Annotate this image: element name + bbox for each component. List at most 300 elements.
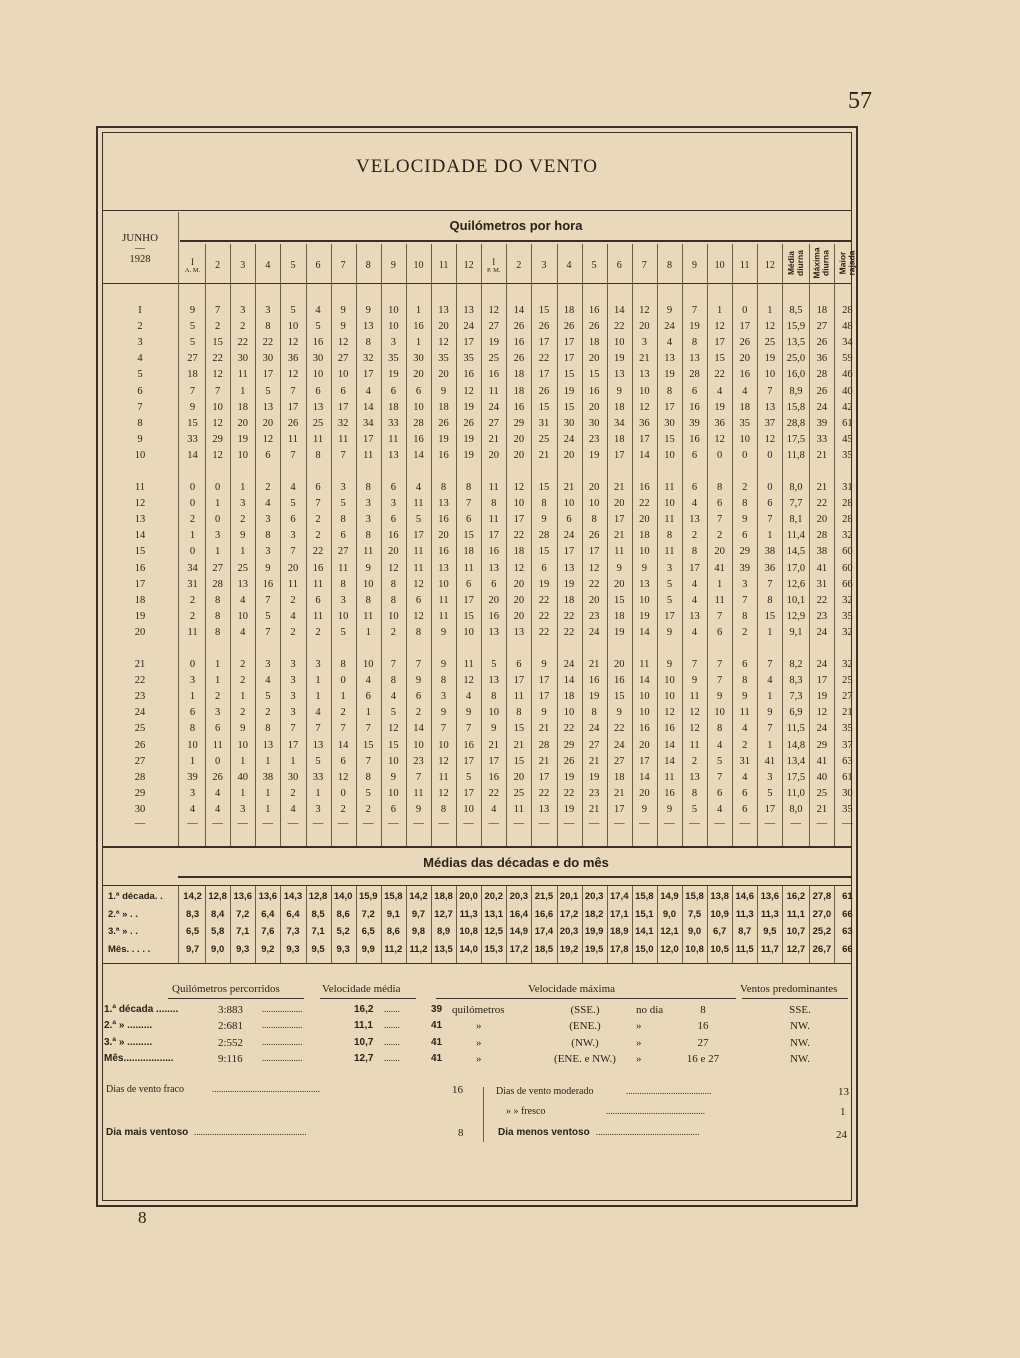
group-header: Quilómetros por hora <box>449 218 583 233</box>
day-cell: 36 <box>287 353 299 365</box>
day-cell: 25 <box>842 675 853 687</box>
decade-cell: 16,6 <box>534 908 554 920</box>
day-cell: 6 <box>340 755 346 767</box>
day-cell: 20 <box>438 369 449 381</box>
decade-cell: 12,1 <box>660 926 679 937</box>
day-cell: 17 <box>538 771 550 783</box>
day-cell: 3 <box>365 498 371 510</box>
day-cell: 0 <box>189 659 196 670</box>
day-cell: 21 <box>816 449 828 461</box>
decade-cell: 10,9 <box>710 908 729 920</box>
day-cell: 26 <box>816 337 828 349</box>
day-cell: 10 <box>639 707 650 719</box>
day-cell: 12 <box>337 337 349 349</box>
day-cell: 7 <box>717 610 723 622</box>
day-cell: 13 <box>488 626 499 638</box>
day-cell: 2 <box>340 803 346 815</box>
day-cell: 6 <box>340 530 346 542</box>
day-cell: 8 <box>215 610 221 622</box>
day-cell: 11 <box>664 482 675 493</box>
day-cell: 16 <box>488 771 499 783</box>
day-label: 19 <box>134 610 146 622</box>
day-cell: 18 <box>388 401 399 413</box>
decade-cell: 11,3 <box>735 908 754 920</box>
day-cell: 11 <box>388 433 399 445</box>
day-label: 28 <box>134 771 146 783</box>
day-cell: 17 <box>563 353 575 365</box>
decade-cell: 8,6 <box>336 908 350 920</box>
day-cell: 10 <box>237 449 248 461</box>
day-cell: 13 <box>362 321 374 333</box>
day-cell: 17 <box>563 546 575 558</box>
day-cell: 3 <box>290 530 296 542</box>
day-cell: 1 <box>240 546 246 558</box>
decade-label: 2.ª » . . <box>108 908 138 920</box>
day-cell: 15 <box>187 417 198 429</box>
day-cell: 9 <box>541 659 547 670</box>
day-label: 10 <box>134 449 146 461</box>
day-cell: 39 <box>689 417 700 429</box>
day-cell: 17 <box>689 562 700 574</box>
decade-cell: 14,3 <box>283 891 303 902</box>
hour-header: 4 <box>265 260 271 271</box>
day-cell: 17,5 <box>786 771 806 783</box>
day-cell: 30 <box>664 417 675 429</box>
day-cell: 34 <box>613 417 625 429</box>
day-cell: 19 <box>588 449 600 461</box>
day-cell: 15 <box>513 755 525 767</box>
dias-moderado-dots: ...................................... <box>626 1086 712 1096</box>
summary-dots: .................. <box>262 1004 303 1014</box>
day-cell: 25 <box>816 787 828 799</box>
day-cell: 29 <box>816 739 828 751</box>
day-cell: 13 <box>438 562 449 574</box>
day-cell: 5 <box>390 707 396 719</box>
hour-header: I <box>191 257 195 267</box>
day-cell: 10 <box>664 691 675 703</box>
day-cell: 7 <box>440 723 447 735</box>
day-cell: 16 <box>388 530 399 542</box>
decade-cell: 14,9 <box>509 926 529 937</box>
day-cell: 8 <box>365 530 371 542</box>
day-cell: 1 <box>265 787 271 799</box>
day-cell: 12 <box>388 562 399 574</box>
day-cell: 3 <box>390 337 396 349</box>
day-cell: 11 <box>413 562 424 574</box>
day-cell: 21 <box>613 482 625 493</box>
day-cell: 12 <box>664 707 675 719</box>
day-cell: 4 <box>491 803 497 815</box>
day-cell: 6 <box>390 482 396 493</box>
day-cell: 13 <box>488 675 499 687</box>
day-cell: 3 <box>189 675 196 687</box>
day-cell: 9 <box>440 626 447 638</box>
decade-cell: 19,9 <box>584 926 604 937</box>
day-cell: 7 <box>767 385 773 397</box>
day-cell: 8 <box>742 610 748 622</box>
day-cell: 20 <box>237 417 248 429</box>
summary-header-rule <box>742 998 848 999</box>
day-cell: 20 <box>613 498 625 510</box>
day-cell: 20 <box>816 514 828 526</box>
day-cell: 12 <box>438 337 449 349</box>
day-cell: 8 <box>666 530 673 542</box>
dash-cell: — <box>513 818 525 829</box>
day-cell: 15 <box>463 610 474 622</box>
day-cell: 1 <box>415 305 422 316</box>
day-cell: 27 <box>842 691 853 703</box>
day-cell: 14,5 <box>786 546 806 558</box>
day-cell: 2 <box>265 482 271 493</box>
decade-cell: 16,2 <box>786 891 806 902</box>
hour-header: 10 <box>714 260 725 271</box>
day-cell: 15,9 <box>786 321 806 333</box>
day-cell: 9 <box>767 707 773 719</box>
dias-fraco-dots: ................................................ <box>212 1084 320 1094</box>
day-cell: 9 <box>691 675 698 687</box>
summary-media: 16,2 <box>354 1004 374 1015</box>
summary-max: 41 <box>431 1020 443 1032</box>
hour-header: 2 <box>516 260 522 271</box>
day-cell: 25 <box>312 417 324 429</box>
day-cell: 9 <box>742 691 748 703</box>
day-cell: 13 <box>689 610 700 622</box>
day-cell: 1 <box>767 691 773 703</box>
day-cell: 6 <box>742 530 748 542</box>
day-cell: 22 <box>588 578 600 590</box>
day-cell: 6 <box>390 385 396 397</box>
day-cell: 39 <box>187 771 198 783</box>
day-cell: 21 <box>563 482 575 493</box>
day-cell: 18 <box>237 401 248 413</box>
day-cell: 19 <box>563 771 575 783</box>
day-cell: 60 <box>842 562 853 574</box>
decade-cell: 9,1 <box>386 908 400 920</box>
day-cell: 11 <box>664 771 675 783</box>
day-cell: 4 <box>290 610 296 622</box>
day-cell: 22 <box>212 353 223 365</box>
day-cell: 3 <box>290 707 296 719</box>
page-number: 57 <box>848 88 872 114</box>
day-cell: 11,8 <box>786 449 805 461</box>
day-cell: 6 <box>189 707 196 719</box>
day-cell: 22 <box>538 594 550 606</box>
day-label: 9 <box>137 433 143 445</box>
day-cell: 9 <box>641 803 647 815</box>
day-cell: 1 <box>189 691 196 703</box>
decade-cell: 8,6 <box>386 926 400 937</box>
summary-unit: » <box>476 1052 482 1065</box>
day-cell: 10 <box>388 787 399 799</box>
day-cell: 3 <box>240 498 246 510</box>
day-cell: 2 <box>365 803 371 815</box>
day-cell: 9 <box>415 675 422 687</box>
day-cell: 8 <box>666 385 673 397</box>
day-cell: 11 <box>664 546 675 558</box>
day-cell: 3 <box>290 675 296 687</box>
day-cell: 5 <box>315 321 321 333</box>
day-cell: 12 <box>212 369 223 381</box>
summary-header-maxima: Velocidade máxima <box>528 983 616 995</box>
day-label: 3 <box>137 337 143 349</box>
day-cell: 11 <box>287 433 298 445</box>
day-cell: 9 <box>616 707 622 719</box>
decade-cell: 15,8 <box>685 891 704 902</box>
day-cell: 10 <box>463 803 474 815</box>
day-cell: 1 <box>240 755 246 767</box>
day-cell: 6 <box>415 594 422 606</box>
day-cell: 10 <box>613 337 625 349</box>
month-label: JUNHO <box>121 232 159 244</box>
day-cell: 11,4 <box>786 530 805 542</box>
day-cell: 5 <box>365 787 371 799</box>
day-cell: 3 <box>265 659 271 670</box>
day-cell: 15 <box>613 691 625 703</box>
day-cell: 7 <box>290 385 296 397</box>
day-cell: 15 <box>463 530 474 542</box>
day-cell: 20 <box>639 514 650 526</box>
day-cell: 16 <box>262 578 274 590</box>
day-cell: 11 <box>338 433 349 445</box>
decade-cell: 6,5 <box>361 926 375 937</box>
day-cell: 17 <box>413 530 424 542</box>
day-label: 21 <box>134 659 146 670</box>
day-cell: 28 <box>842 514 853 526</box>
day-cell: 8 <box>390 675 396 687</box>
day-cell: 7 <box>415 659 422 670</box>
day-cell: 7 <box>365 723 371 735</box>
day-cell: 8 <box>440 482 447 493</box>
day-cell: 11 <box>614 546 625 558</box>
summary-dots: ....... <box>384 1004 400 1014</box>
day-cell: 22 <box>563 626 575 638</box>
day-cell: 10 <box>287 321 299 333</box>
day-cell: 19 <box>463 449 474 461</box>
day-cell: 20 <box>513 449 525 461</box>
decade-cell: 12,0 <box>660 943 679 955</box>
decade-cell: 12,8 <box>208 891 227 902</box>
day-cell: 1 <box>265 755 271 767</box>
day-cell: 16 <box>463 739 474 751</box>
day-cell: 20 <box>639 787 650 799</box>
decade-cell: 9,0 <box>687 926 702 937</box>
dash-cell: — <box>438 818 449 829</box>
day-cell: 24 <box>488 401 499 413</box>
day-cell: 2 <box>290 787 296 799</box>
day-cell: 1 <box>189 530 196 542</box>
hour-header: 9 <box>692 260 698 271</box>
summary-vento: NW. <box>789 1036 811 1049</box>
day-cell: 16 <box>513 401 525 413</box>
day-cell: 8,0 <box>789 482 803 493</box>
day-cell: 13 <box>613 369 625 381</box>
decade-cell: 7,3 <box>286 926 300 937</box>
day-cell: 17 <box>287 739 299 751</box>
dia-mais-value: 8 <box>458 1127 464 1139</box>
day-cell: 0 <box>215 755 221 767</box>
decade-cell: 11,1 <box>786 908 805 920</box>
day-cell: 11 <box>438 610 449 622</box>
day-cell: 12 <box>438 787 449 799</box>
summary-header-rule <box>436 998 736 999</box>
decade-label: 1.ª década. . <box>108 891 163 902</box>
day-cell: 22 <box>613 723 625 735</box>
day-cell: 10 <box>764 369 776 381</box>
day-cell: 32 <box>362 353 374 365</box>
hour-header: 7 <box>340 260 346 271</box>
day-cell: 27 <box>816 321 828 333</box>
day-cell: 4 <box>691 626 698 638</box>
day-cell: 15 <box>513 723 525 735</box>
decade-cell: 17,1 <box>609 908 629 920</box>
day-cell: 9 <box>440 707 447 719</box>
day-cell: 10 <box>362 659 374 670</box>
day-cell: 17 <box>538 691 550 703</box>
hour-header: 8 <box>365 260 371 271</box>
day-cell: 0 <box>767 449 773 461</box>
day-cell: 12 <box>413 578 424 590</box>
day-cell: 13 <box>639 578 650 590</box>
day-cell: 8 <box>315 449 321 461</box>
dash-cell: — <box>463 818 474 829</box>
day-cell: 16 <box>588 675 600 687</box>
day-cell: 40 <box>816 771 828 783</box>
day-cell: 11 <box>488 385 499 397</box>
day-cell: 3 <box>315 659 321 670</box>
day-cell: 8 <box>691 787 698 799</box>
day-cell: 10 <box>639 546 650 558</box>
dash-cell: — <box>287 818 299 829</box>
day-cell: 6 <box>691 449 698 461</box>
day-cell: 9 <box>189 305 196 316</box>
day-cell: 10 <box>739 433 750 445</box>
day-cell: 31 <box>538 417 550 429</box>
day-cell: 13 <box>463 305 474 316</box>
decade-cell: 20,3 <box>584 891 604 902</box>
day-cell: 5 <box>265 385 271 397</box>
day-cell: 20 <box>613 578 625 590</box>
decade-cell: 6,7 <box>713 926 727 937</box>
day-cell: 18 <box>513 385 525 397</box>
day-cell: 7 <box>717 659 723 670</box>
day-cell: 14 <box>337 739 349 751</box>
day-cell: 9 <box>616 385 622 397</box>
day-cell: 10 <box>413 401 424 413</box>
day-cell: 15 <box>563 401 575 413</box>
header-bottom-rule <box>102 283 852 284</box>
day-cell: 35 <box>842 610 853 622</box>
decade-cell: 21,5 <box>534 891 554 902</box>
day-cell: 17 <box>287 401 299 413</box>
day-cell: 1 <box>215 546 221 558</box>
day-cell: 26 <box>513 353 525 365</box>
day-cell: 8,5 <box>789 305 803 316</box>
decade-label: 3.ª » . . <box>108 926 138 937</box>
day-cell: 61 <box>842 771 853 783</box>
label-column-rule <box>178 212 179 846</box>
day-cell: 9,1 <box>789 626 803 638</box>
dash-cell: — <box>790 818 802 829</box>
day-cell: 10 <box>237 610 248 622</box>
day-cell: 36 <box>764 562 776 574</box>
day-label: 26 <box>134 739 146 751</box>
day-cell: 26 <box>739 337 750 349</box>
decade-cell: 15,8 <box>384 891 403 902</box>
day-cell: 10 <box>388 755 399 767</box>
day-cell: 17 <box>463 755 474 767</box>
day-cell: 12 <box>689 723 700 735</box>
day-cell: 11 <box>438 594 449 606</box>
decade-cell: 9,2 <box>261 943 275 955</box>
decade-cell: 5,2 <box>336 926 350 937</box>
day-cell: 19 <box>588 771 600 783</box>
day-cell: 27 <box>337 546 349 558</box>
day-cell: 37 <box>842 739 853 751</box>
day-cell: 4 <box>189 803 196 815</box>
day-cell: 16 <box>664 723 675 735</box>
dash-cell: — <box>413 818 424 829</box>
day-cell: 5 <box>265 691 271 703</box>
day-cell: 6 <box>691 482 698 493</box>
day-cell: 41 <box>816 562 828 574</box>
day-cell: 29 <box>212 433 223 445</box>
decade-cell: 10,7 <box>786 926 806 937</box>
day-cell: 11,0 <box>786 787 805 799</box>
day-cell: 8 <box>742 675 748 687</box>
day-cell: 11 <box>639 659 650 670</box>
day-cell: 35 <box>739 417 750 429</box>
day-cell: 18 <box>613 771 625 783</box>
day-cell: 2 <box>290 594 296 606</box>
day-label: 11 <box>134 482 146 493</box>
day-cell: 12 <box>413 610 424 622</box>
hour-header: 8 <box>666 260 672 271</box>
day-cell: 2 <box>215 691 221 703</box>
day-cell: 11 <box>363 546 374 558</box>
day-cell: 24 <box>816 723 828 735</box>
day-cell: 10 <box>664 449 675 461</box>
day-cell: 1 <box>215 675 221 687</box>
day-cell: 29 <box>739 546 750 558</box>
day-cell: 2 <box>240 675 246 687</box>
day-cell: 11 <box>714 594 725 606</box>
day-cell: 4 <box>365 675 371 687</box>
day-cell: 2 <box>240 514 246 526</box>
day-cell: 2 <box>240 707 246 719</box>
day-cell: 26 <box>513 321 525 333</box>
decade-cell: 20,2 <box>484 891 503 902</box>
day-cell: 37 <box>764 417 776 429</box>
day-cell: 7 <box>767 723 773 735</box>
day-cell: 4 <box>365 385 371 397</box>
stat-header-word: diurna <box>820 250 831 276</box>
day-cell: 11 <box>463 659 474 670</box>
day-cell: 13 <box>388 449 399 461</box>
day-cell: 3 <box>265 546 271 558</box>
day-cell: 10 <box>639 691 650 703</box>
summary-vento: SSE. <box>789 1004 811 1016</box>
day-cell: 30 <box>413 353 424 365</box>
day-cell: 15 <box>538 546 550 558</box>
day-cell: 23 <box>588 610 600 622</box>
day-cell: 6 <box>717 626 723 638</box>
decade-cell: 13,8 <box>710 891 729 902</box>
day-label: 16 <box>134 562 146 574</box>
day-cell: 20 <box>287 562 299 574</box>
day-cell: 26 <box>816 385 828 397</box>
day-cell: 6 <box>466 578 472 590</box>
day-cell: 3 <box>742 578 748 590</box>
